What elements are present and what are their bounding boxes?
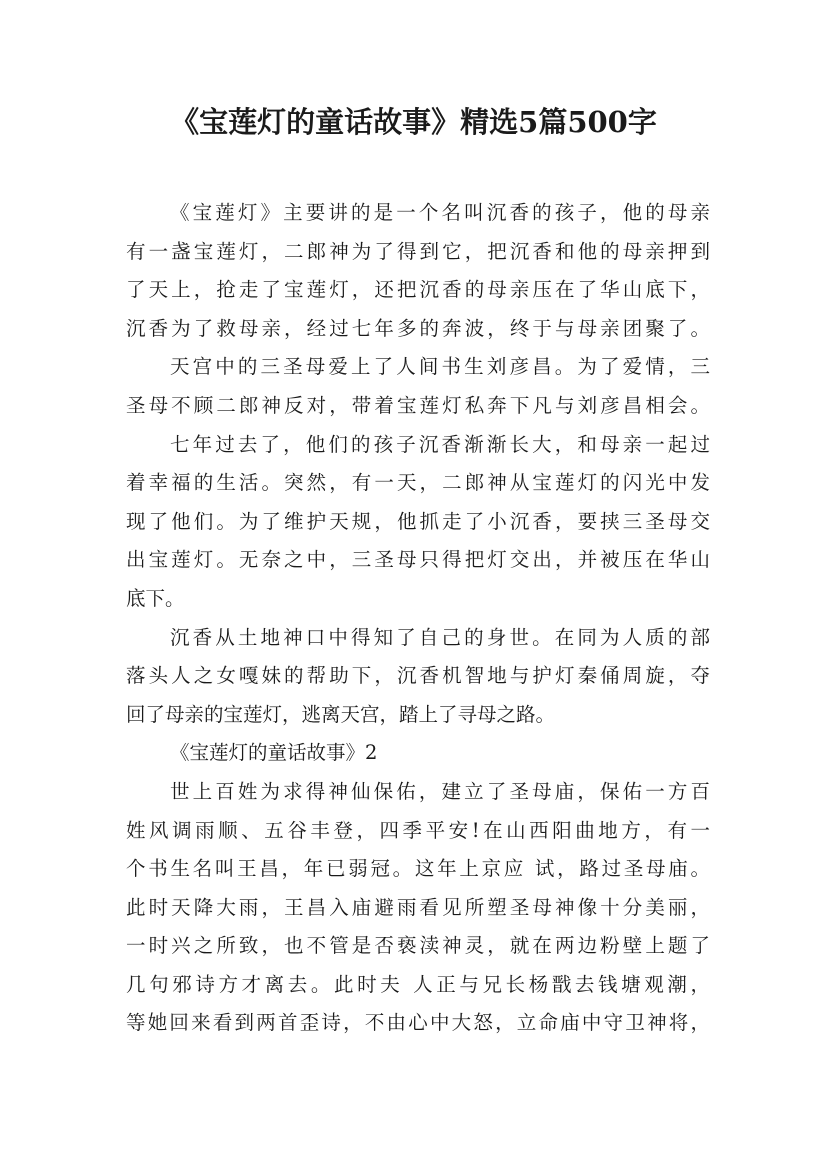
paragraph-line: 着幸福的生活。突然，有一天，二郎神从宝莲灯的闪光中发 bbox=[126, 471, 710, 495]
paragraph-line: 回了母亲的宝莲灯，逃离天宫，踏上了寻母之路。 bbox=[126, 702, 556, 726]
paragraph-line: 此时天降大雨，王昌入庙避雨看见所塑圣母神像十分美丽， bbox=[126, 895, 710, 919]
paragraph-line: 落头人之女嘎妹的帮助下，沉香机智地与护灯秦俑周旋，夺 bbox=[126, 664, 710, 688]
paragraph-line: 个书生名叫王昌，年已弱冠。这年上京应 试，路过圣母庙。 bbox=[126, 857, 710, 881]
paragraph-line: 《宝莲灯》主要讲的是一个名叫沉香的孩子，他的母亲 bbox=[170, 201, 710, 224]
paragraph-line: 出宝莲灯。无奈之中，三圣母只得把灯交出，并被压在华山 bbox=[126, 548, 710, 572]
paragraph-line: 底下。 bbox=[126, 586, 185, 610]
paragraph-line: 姓风调雨顺、五谷丰登，四季平安!在山西阳曲地方，有一 bbox=[126, 818, 710, 842]
paragraph-line: 几句邪诗方才离去。此时夫 人正与兄长杨戬去钱塘观潮， bbox=[126, 972, 710, 996]
paragraph-line: 圣母不顾二郎神反对，带着宝莲灯私奔下凡与刘彦昌相会。 bbox=[126, 393, 710, 417]
paragraph-line: 有一盏宝莲灯，二郎神为了得到它，把沉香和他的母亲押到 bbox=[126, 239, 710, 263]
paragraph-line: 了天上，抢走了宝莲灯，还把沉香的母亲压在了华山底下， bbox=[126, 278, 710, 302]
paragraph-line: 七年过去了，他们的孩子沉香渐渐长大，和母亲一起过 bbox=[170, 432, 710, 456]
paragraph-line: 世上百姓为求得神仙保佑，建立了圣母庙，保佑一方百 bbox=[170, 779, 710, 803]
paragraph-line: 沉香为了救母亲，经过七年多的奔波，终于与母亲团聚了。 bbox=[126, 316, 710, 340]
paragraph-line: 等她回来看到两首歪诗，不由心中大怒，立命庙中守卫神将， bbox=[126, 1011, 710, 1035]
section-heading: 《宝莲灯的童话故事》2 bbox=[170, 741, 378, 765]
paragraph-line: 天宫中的三圣母爱上了人间书生刘彦昌。为了爱情，三 bbox=[170, 355, 710, 379]
document-title: 《宝莲灯的童话故事》精选5篇500字 bbox=[170, 105, 657, 139]
paragraph-line: 沉香从土地神口中得知了自己的身世。在同为人质的部 bbox=[170, 625, 710, 649]
paragraph-line: 现了他们。为了维护天规，他抓走了小沉香，要挟三圣母交 bbox=[126, 509, 710, 533]
document-body bbox=[126, 194, 710, 1043]
paragraph-line: 一时兴之所致，也不管是否亵渎神灵，就在两边粉壁上题了 bbox=[126, 934, 710, 958]
